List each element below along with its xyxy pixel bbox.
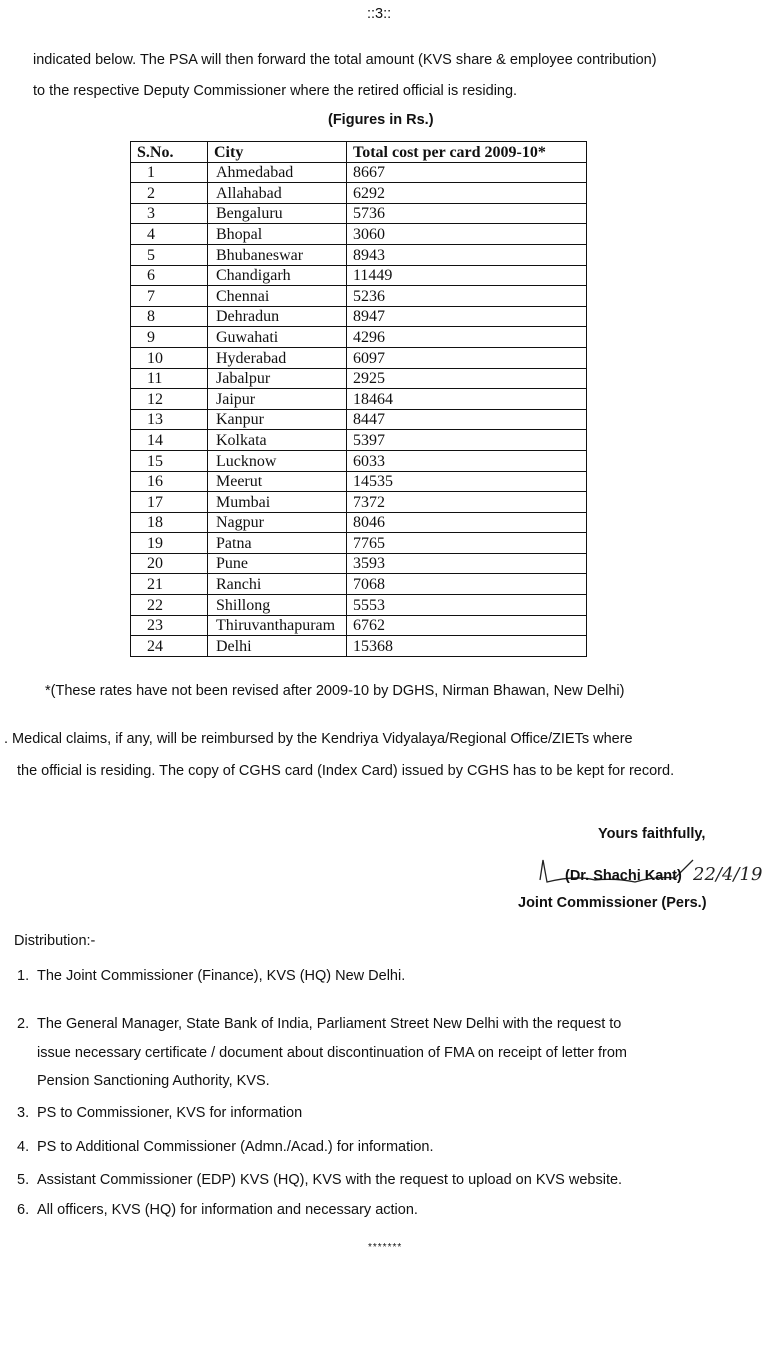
table-row <box>131 492 587 513</box>
cell-cost: 3060 <box>347 224 587 245</box>
cell-sn: 15 <box>131 450 208 471</box>
cell-sn: 19 <box>131 533 208 554</box>
cell-city: Chandigarh <box>208 265 347 286</box>
distribution-number: 1. <box>17 968 30 984</box>
cell-cost: 7372 <box>347 492 587 513</box>
table-row <box>131 533 587 554</box>
table-row <box>131 183 587 204</box>
distribution-number: 3. <box>17 1105 30 1121</box>
cell-cost: 8667 <box>347 162 587 183</box>
cell-sn: 7 <box>131 286 208 307</box>
table-row <box>131 265 587 286</box>
table-row <box>131 450 587 471</box>
cost-table <box>130 141 587 657</box>
cell-sn: 21 <box>131 574 208 595</box>
cell-city: Bengaluru <box>208 203 347 224</box>
cell-sn: 22 <box>131 595 208 616</box>
medical-line-1: . Medical claims, if any, will be reimbursed by the Kendriya Vidyalaya/Regional Office/ZIETs where <box>4 731 633 747</box>
table-row <box>131 327 587 348</box>
cell-city: Shillong <box>208 595 347 616</box>
cell-sn: 13 <box>131 409 208 430</box>
cell-sn: 6 <box>131 265 208 286</box>
signature-date: 22/4/19 <box>693 864 763 885</box>
cell-cost: 2925 <box>347 368 587 389</box>
table-row <box>131 512 587 533</box>
table-row <box>131 409 587 430</box>
cell-city: Nagpur <box>208 512 347 533</box>
cell-sn: 23 <box>131 615 208 636</box>
table-row <box>131 306 587 327</box>
designation: Joint Commissioner (Pers.) <box>518 895 707 911</box>
table-row <box>131 471 587 492</box>
cell-city: Lucknow <box>208 450 347 471</box>
cell-sn: 5 <box>131 244 208 265</box>
header-sno: S.No. <box>131 142 208 163</box>
cell-sn: 9 <box>131 327 208 348</box>
cell-city: Ahmedabad <box>208 162 347 183</box>
table-row <box>131 347 587 368</box>
distribution-item: The General Manager, State Bank of India, Parliament Street New Delhi with the request to <box>37 1016 622 1032</box>
cell-sn: 17 <box>131 492 208 513</box>
cell-city: Patna <box>208 533 347 554</box>
table-row <box>131 553 587 574</box>
table-header <box>131 142 587 163</box>
table-row <box>131 224 587 245</box>
cell-sn: 4 <box>131 224 208 245</box>
header-city: City <box>208 142 347 163</box>
cell-city: Guwahati <box>208 327 347 348</box>
cell-cost: 5736 <box>347 203 587 224</box>
cell-city: Kolkata <box>208 430 347 451</box>
distribution-title: Distribution:- <box>14 933 96 949</box>
closing: Yours faithfully, <box>598 826 706 842</box>
cell-sn: 1 <box>131 162 208 183</box>
cell-cost: 5236 <box>347 286 587 307</box>
distribution-item: PS to Additional Commissioner (Admn./Acad.) for information. <box>37 1139 434 1155</box>
header-cost: Total cost per card 2009-10* <box>347 142 587 163</box>
end-mark: ******* <box>368 1242 403 1253</box>
cell-cost: 4296 <box>347 327 587 348</box>
cell-sn: 11 <box>131 368 208 389</box>
cell-sn: 2 <box>131 183 208 204</box>
cell-cost: 15368 <box>347 636 587 657</box>
cell-city: Delhi <box>208 636 347 657</box>
cell-sn: 14 <box>131 430 208 451</box>
cell-cost: 6762 <box>347 615 587 636</box>
cell-cost: 14535 <box>347 471 587 492</box>
distribution-item: Pension Sanctioning Authority, KVS. <box>37 1073 270 1089</box>
medical-line-2: the official is residing. The copy of CGHS card (Index Card) issued by CGHS has to be kept for record. <box>17 763 675 779</box>
distribution-number: 2. <box>17 1016 30 1032</box>
distribution-item: PS to Commissioner, KVS for information <box>37 1105 303 1121</box>
distribution-item: All officers, KVS (HQ) for information and necessary action. <box>37 1202 418 1218</box>
cell-city: Jaipur <box>208 389 347 410</box>
intro-line-2: to the respective Deputy Commissioner where the retired official is residing. <box>33 83 518 99</box>
cell-city: Allahabad <box>208 183 347 204</box>
cell-city: Thiruvanthapuram <box>208 615 347 636</box>
table-row <box>131 368 587 389</box>
cell-sn: 18 <box>131 512 208 533</box>
cell-city: Bhopal <box>208 224 347 245</box>
cell-city: Ranchi <box>208 574 347 595</box>
cell-sn: 10 <box>131 347 208 368</box>
page-number: ::3:: <box>367 6 392 22</box>
distribution-item: The Joint Commissioner (Finance), KVS (HQ) New Delhi. <box>37 968 406 984</box>
cell-sn: 20 <box>131 553 208 574</box>
cell-sn: 12 <box>131 389 208 410</box>
table-row <box>131 162 587 183</box>
cell-cost: 18464 <box>347 389 587 410</box>
cell-cost: 8447 <box>347 409 587 430</box>
table-row <box>131 574 587 595</box>
cell-city: Meerut <box>208 471 347 492</box>
cell-sn: 3 <box>131 203 208 224</box>
cell-cost: 5553 <box>347 595 587 616</box>
cell-cost: 3593 <box>347 553 587 574</box>
signatory: (Dr. Shachi Kant) <box>565 868 682 884</box>
distribution-item: Assistant Commissioner (EDP) KVS (HQ), KVS with the request to upload on KVS website. <box>37 1172 623 1188</box>
table-row <box>131 389 587 410</box>
cell-city: Chennai <box>208 286 347 307</box>
table-row <box>131 636 587 657</box>
cell-city: Mumbai <box>208 492 347 513</box>
table-row <box>131 615 587 636</box>
cell-cost: 6033 <box>347 450 587 471</box>
table-row <box>131 203 587 224</box>
distribution-number: 6. <box>17 1202 30 1218</box>
cell-city: Kanpur <box>208 409 347 430</box>
table-row <box>131 595 587 616</box>
cell-city: Bhubaneswar <box>208 244 347 265</box>
table-row <box>131 430 587 451</box>
figures-note: (Figures in Rs.) <box>328 112 434 128</box>
cell-cost: 7765 <box>347 533 587 554</box>
distribution-number: 5. <box>17 1172 30 1188</box>
cell-cost: 6292 <box>347 183 587 204</box>
cell-cost: 6097 <box>347 347 587 368</box>
table-row <box>131 244 587 265</box>
cell-city: Jabalpur <box>208 368 347 389</box>
cell-city: Dehradun <box>208 306 347 327</box>
cell-cost: 7068 <box>347 574 587 595</box>
cell-cost: 8046 <box>347 512 587 533</box>
cell-cost: 5397 <box>347 430 587 451</box>
cell-city: Hyderabad <box>208 347 347 368</box>
cell-cost: 8947 <box>347 306 587 327</box>
cell-sn: 24 <box>131 636 208 657</box>
cell-city: Pune <box>208 553 347 574</box>
cell-sn: 16 <box>131 471 208 492</box>
distribution-number: 4. <box>17 1139 30 1155</box>
cell-sn: 8 <box>131 306 208 327</box>
cell-cost: 11449 <box>347 265 587 286</box>
intro-line-1: indicated below. The PSA will then forward the total amount (KVS share & employee contribution) <box>33 52 657 68</box>
distribution-item: issue necessary certificate / document about discontinuation of FMA on receipt of letter from <box>37 1045 627 1061</box>
table-row <box>131 286 587 307</box>
footnote: *(These rates have not been revised after 2009-10 by DGHS, Nirman Bhawan, New Delhi) <box>45 683 625 699</box>
cell-cost: 8943 <box>347 244 587 265</box>
